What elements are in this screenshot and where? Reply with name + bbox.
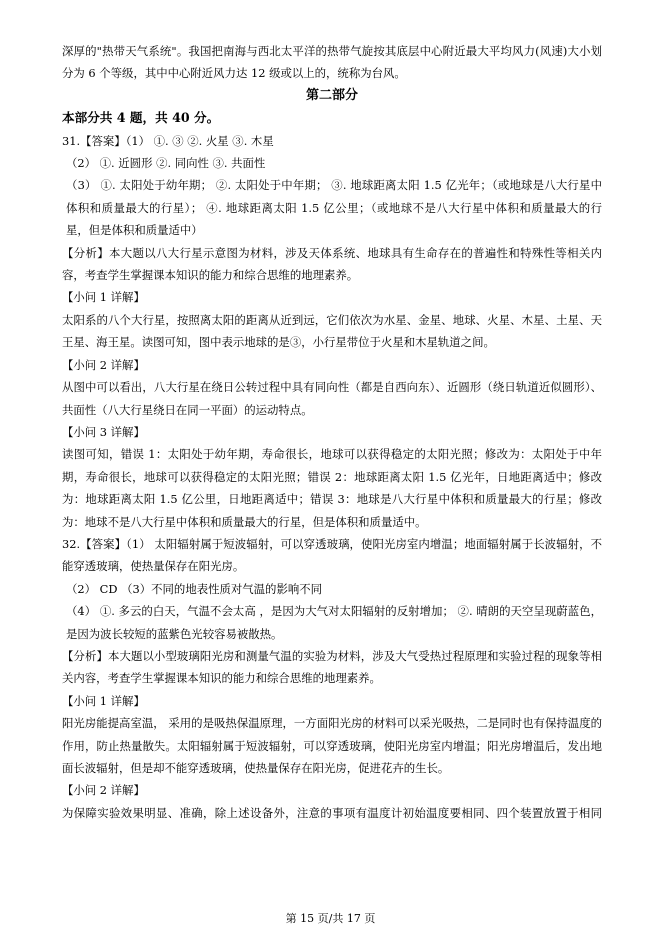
explanation-32-2: 为保障实验效果明显、准确，除上述设备外，注意的事项有温度计初始温度要相同、四个装置放置于相同 [62,805,602,820]
page-footer: 第 15 页/共 17 页 [285,912,376,925]
answer-31-part3: （3） ①. 太阳处于幼年期； ②. 太阳处于中年期； ③. 地球距离太阳 1.5 亿光年；（或地球是八大行星中体积和质量最大的行星）； ④. 地球距离太阳 1.5 亿公里；（或地球不是八大行星中体积和质量最大的行星，但是体积和质量适中） [66,178,602,238]
section-title: 第二部分 [305,87,358,103]
answer-32-part2-3: （2） CD （3）不同的地表性质对气温的影响不同 [66,581,323,596]
document-body [62,40,602,824]
subquestion-heading: 【小问 1 详解】 [62,693,145,708]
analysis-31: 【分析】本大题以八大行星示意图为材料，涉及天体系统、地球具有生命存在的普遍性和特殊性等相关内容，考查学生掌握课本知识的能力和综合思维的地理素养。 [62,245,602,283]
answer-32-part4: （4） ①. 多云的白天，气温不会太高 ，是因为大气对太阳辐射的反射增加； ②. 晴朗的天空呈现蔚蓝色，是因为波长较短的蓝紫色光较容易被散热。 [66,604,602,641]
section-intro: 本部分共 4 题，共 40 分。 [62,110,220,126]
explanation-31-3: 读图可知，错误 1：太阳处于幼年期，寿命很长，地球可以获得稳定的太阳光照；修改为：太阳处于中年期，寿命很长，地球可以获得稳定的太阳光照；错误 2：地球距离太阳 1.5 亿光年，日地距离适中；修改为：地球距离太阳 1.5 亿公里，日地距离适中；错误 3：地球是八大行星中体积和质量最大的行星；修改为：地球不是八大行星中体积和质量最大的行星，但是体积和质量适中。 [62,447,602,529]
explanation-31-2: 从图中可以看出，八大行星在绕日公转过程中具有同向性（都是自西向东）、近圆形（绕日轨道近似圆形）、共面性（八大行星绕日在同一平面）的运动特点。 [62,380,602,417]
answer-31-part1: 31.【答案】（1） ①. ③ ②. 火星 ③. 木星 [62,133,274,148]
subquestion-heading: 【小问 3 详解】 [62,424,145,439]
paragraph-typhoon-definition: 深厚的"热带天气系统"。我国把南海与西北太平洋的热带气旋按其底层中心附近最大平均风力(风速)大小划分为 6 个等级，其中中心附近风力达 12 级或以上的，统称为台风。 [62,44,602,81]
subquestion-heading: 【小问 1 详解】 [62,290,145,305]
answer-32-part1: 32.【答案】（1） 太阳辐射属于短波辐射，可以穿透玻璃，使阳光房室内增温；地面辐射属于长波辐射，不能穿透玻璃，使热量保存在阳光房。 [62,536,602,574]
answer-31-part2: （2） ①. 近圆形 ②. 同向性 ③. 共面性 [66,156,266,171]
subquestion-heading: 【小问 2 详解】 [62,783,145,798]
analysis-32: 【分析】本大题以小型玻璃阳光房和测量气温的实验为材料，涉及大气受热过程原理和实验过程的现象等相关内容，考查学生掌握课本知识的能力和综合思维的地理素养。 [62,648,602,686]
subquestion-heading: 【小问 2 详解】 [62,357,145,372]
explanation-32-1: 阳光房能提高室温， 采用的是吸热保温原理，一方面阳光房的材料可以采光吸热，二是同时也有保持温度的作用，防止热量散失。太阳辐射属于短波辐射，可以穿透玻璃，使阳光房室内增温；阳光房增温后，发出地面长波辐射，但是却不能穿透玻璃，使热量保存在阳光房，促进花卉的生长。 [62,716,602,775]
explanation-31-1: 太阳系的八个大行星，按照离太阳的距离从近到远，它们依次为水星、金星、地球、火星、木星、土星、天王星、海王星。读图可知，图中表示地球的是③，小行星带位于火星和木星轨道之间。 [62,312,602,350]
